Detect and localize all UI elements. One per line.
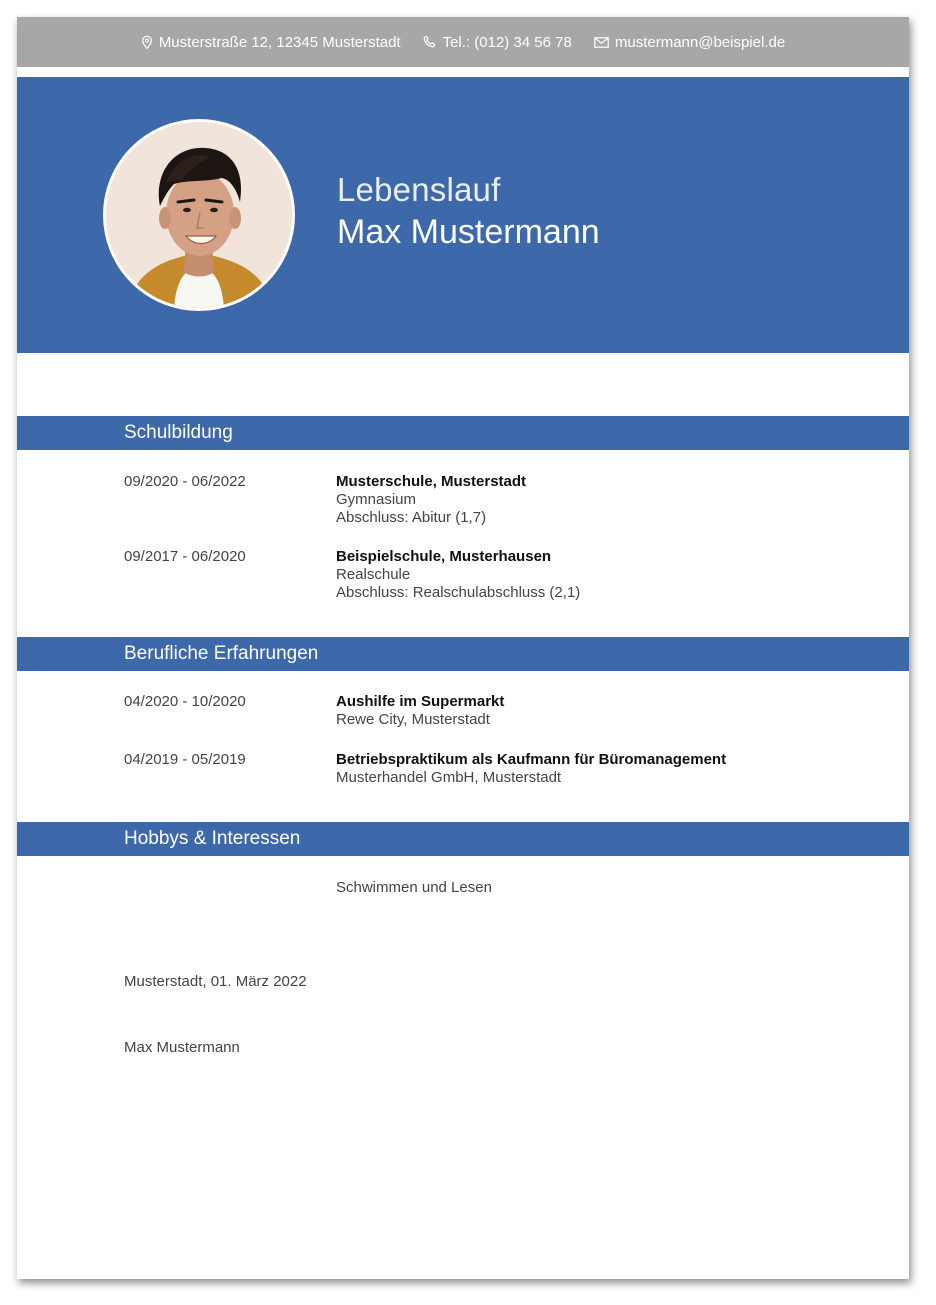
- entry-line: Gymnasium: [336, 491, 417, 508]
- entry-body: [336, 693, 876, 729]
- entry-body: [336, 473, 876, 527]
- entry-line: Musterhandel GmbH, Musterstadt: [336, 769, 562, 786]
- entry-body: [336, 548, 876, 602]
- entry-line: Rewe City, Musterstadt: [336, 711, 490, 728]
- hobbies-text: Schwimmen und Lesen: [336, 879, 492, 896]
- entry-line: Abschluss: Realschulabschluss (2,1): [336, 584, 581, 601]
- location-pin-icon: [141, 35, 153, 50]
- section-hobbies-title: Hobbys & Interessen: [17, 822, 909, 856]
- document-title: Lebenslauf: [337, 171, 501, 208]
- contact-address: [141, 34, 401, 51]
- entry-title: Beispielschule, Musterhausen: [336, 548, 552, 565]
- section-experience-title: Berufliche Erfahrungen: [17, 637, 909, 671]
- entry-line: Abschluss: Abitur (1,7): [336, 509, 487, 526]
- signature-name: Max Mustermann: [124, 1039, 240, 1056]
- header-banner: [17, 77, 909, 353]
- entry-title: Betriebspraktikum als Kaufmann für Büromanagement: [336, 751, 727, 768]
- entry-date: 04/2019 - 05/2019: [124, 751, 246, 768]
- place-date: Musterstadt, 01. März 2022: [124, 973, 307, 990]
- entry-date: 09/2020 - 06/2022: [124, 473, 246, 490]
- entry-title: Aushilfe im Supermarkt: [336, 693, 505, 710]
- entry-date: 09/2017 - 06/2020: [124, 548, 246, 565]
- phone-icon: [423, 35, 437, 49]
- contact-phone: [423, 34, 572, 51]
- email-text: mustermann@beispiel.de: [614, 33, 786, 51]
- entry-line: Realschule: [336, 566, 411, 583]
- resume-page: [17, 17, 909, 1279]
- entry-date: 04/2020 - 10/2020: [124, 693, 246, 710]
- section-education-title: Schulbildung: [17, 416, 909, 450]
- entry-title: Musterschule, Musterstadt: [336, 473, 527, 490]
- envelope-icon: [594, 37, 609, 48]
- address-text: Musterstraße 12, 12345 Musterstadt: [158, 33, 401, 51]
- person-name: Max Mustermann: [337, 213, 600, 251]
- entry-body: [336, 751, 876, 787]
- contact-bar: [17, 17, 909, 67]
- phone-text: Tel.: (012) 34 56 78: [442, 33, 572, 51]
- contact-email: [594, 34, 785, 51]
- profile-photo: [103, 119, 295, 311]
